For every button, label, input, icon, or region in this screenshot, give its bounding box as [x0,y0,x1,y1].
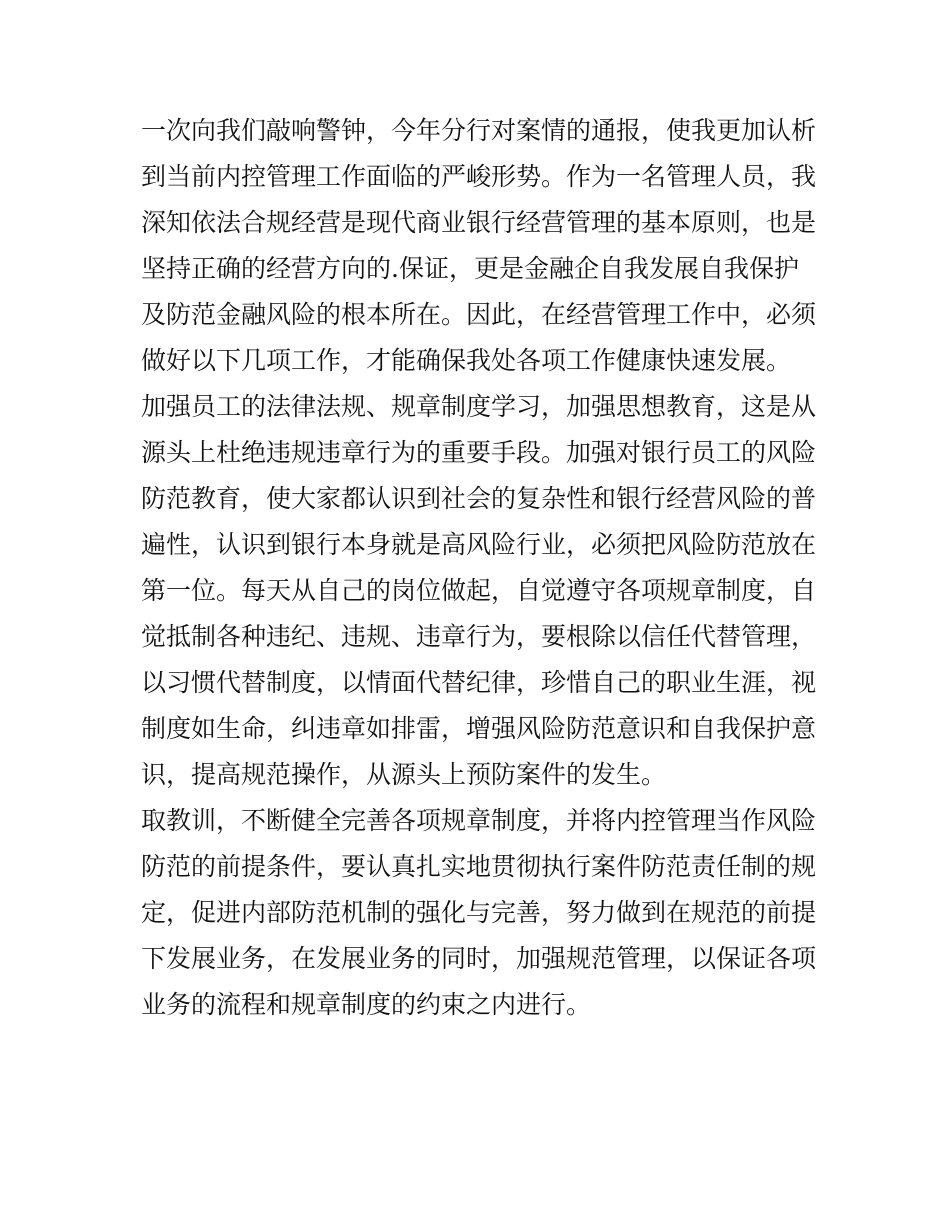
text-line: 防范的前提条件，要认真扎实地贯彻执行案件防范责任制的规 [141,852,817,881]
text-line: 一次向我们敲响警钟，今年分行对案情的通报，使我更加认析 [141,116,817,145]
text-line: 遍性，认识到银行本身就是高风险行业，必须把风险防范放在 [141,530,817,559]
text-line: 识，提高规范操作，从源头上预防案件的发生。 [141,760,667,789]
text-line: 深知依法合规经营是现代商业银行经营管理的基本原则，也是 [141,208,817,237]
text-line: 及防范金融风险的根本所在。因此，在经营管理工作中，必须 [141,300,817,329]
text-line: 第一位。每天从自己的岗位做起，自觉遵守各项规章制度，自 [141,576,817,605]
text-line: 防范教育，使大家都认识到社会的复杂性和银行经营风险的普 [141,484,817,513]
text-line: 下发展业务，在发展业务的同时，加强规范管理，以保证各项 [141,944,817,973]
text-line: 做好以下几项工作，才能确保我处各项工作健康快速发展。 [141,346,792,375]
text-line: 制度如生命，纠违章如排雷，增强风险防范意识和自我保护意 [141,714,817,743]
text-line: 业务的流程和规章制度的约束之内进行。 [141,990,592,1019]
text-line: 坚持正确的经营方向的.保证，更是金融企自我发展自我保护 [141,254,799,283]
text-line: 加强员工的法律法规、规章制度学习，加强思想教育，这是从 [141,392,817,421]
text-line: 取教训，不断健全完善各项规章制度，并将内控管理当作风险 [141,806,817,835]
text-line: 到当前内控管理工作面临的严峻形势。作为一名管理人员，我 [141,162,817,191]
text-line: 以习惯代替制度，以情面代替纪律，珍惜自己的职业生涯，视 [141,668,817,697]
text-line: 源头上杜绝违规违章行为的重要手段。加强对银行员工的风险 [141,438,817,467]
text-line: 觉抵制各种违纪、违规、违章行为，要根除以信任代替管理， [141,622,817,651]
text-line: 定，促进内部防范机制的强化与完善，努力做到在规范的前提 [141,898,817,927]
body-text [141,108,831,1028]
